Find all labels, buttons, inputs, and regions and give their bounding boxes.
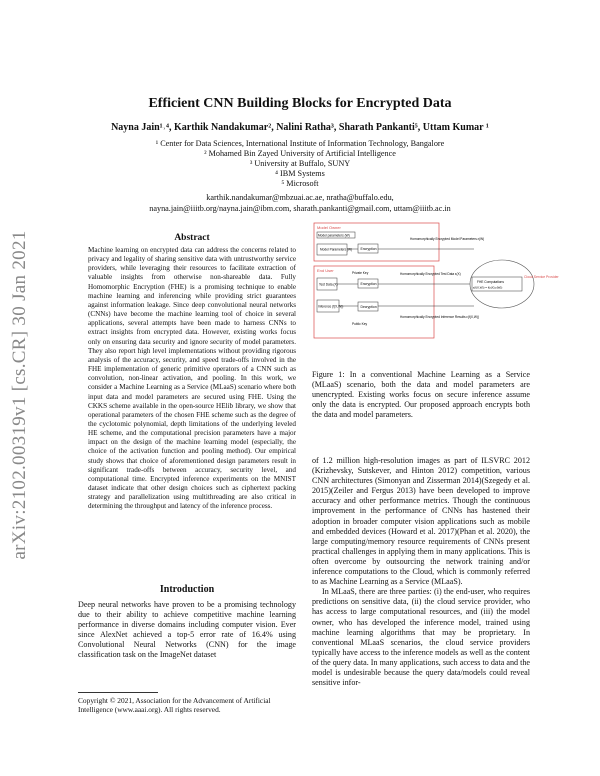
- right-column-body: [312, 456, 530, 688]
- email-line-1: karthik.nandakumar@mbzuai.ac.ae, nratha@buffalo.edu,: [206, 193, 394, 202]
- cloud-provider-label: Cloud Service Provider: [524, 275, 559, 279]
- arxiv-identifier: arXiv:2102.00319v1 [cs.CR] 30 Jan 2021: [9, 230, 30, 560]
- abstract-heading: Abstract: [174, 233, 210, 243]
- abstract-body: Machine learning on encrypted data can address the concerns related to privacy and legality of sharing sensitive data with untrustworthy service providers, while leveraging their resources to facilitate extraction of valuable insights from otherwise non-shareable data. Fully Homomorphic Encryption (FHE) is a promising technique to enable machine learning and inferencing while providing strict guarantees against information leakage. Since deep convolutional neural networks (CNNs) have become the machine learning tool of choice in several applications, several attempts have been made to harness CNNs to extract insights from encrypted data. However, existing works focus only on ensuring data security and ignore security of model parameters. They also report high level implementations without providing rigorous analysis of the accuracy, security, and speed trade-offs involved in the FHE implementation of generic primitive operators of a CNN such as convolution, non-linear activation, and pooling. In this work, we consider a Machine Learning as a Service (MLaaS) scenario where both input data and model parameters are secured using FHE. Using the CKKS scheme available in the open-source HElib library, we show that operational parameters of the chosen FHE scheme such as the degree of the cyclotomic polynomial, depth limitations of the underlying leveled HE scheme, and the computational precision parameters have a major impact on the design of the machine learning model (especially, the choice of the activation function and pooling method). Our empirical study shows that choice of aforementioned design parameters result in significant trade-offs between accuracy, security level, and computational time. Encrypted inference experiments on the MNIST dataset indicate that other design choices such as ciphertext packing strategy and parallelization using multithreading are also critical in determining the throughput and latency of the inference process.: [88, 246, 296, 511]
- affiliation-5: ⁵ Microsoft: [281, 179, 319, 188]
- model-params-label: Model Parameters (W): [320, 247, 353, 252]
- decryption-label: Decryption: [360, 304, 377, 309]
- fhe-formula: ε(f(X,W)) = f(ε(X),ε(W)): [473, 285, 503, 290]
- figure-1: [312, 222, 559, 357]
- affiliation-1: ¹ Center for Data Sciences, International Institute of Information Technology, Bangalore: [155, 139, 445, 148]
- paragraph-mlaas-parties: In MLaaS, there are three parties: (i) the end-user, who requires predictions on sensitive data, (ii) the cloud service provider, who has access to large computational resources, and (iii) the model owner, who has developed the inference model, trained using machine learning algorithms that may be proprietary. In conventional MLaaS scenarios, the cloud service providers typically have access to the inference models as well as the content of the query data. In many applications, such access to data and the model is undesirable because the query data/models could reveal sensitive infor-: [312, 587, 530, 688]
- introduction-body: Deep neural networks have proven to be a promising technology due to their ability to achieve competitive machine learning performance in diverse domains including computer vision. Ever since AlexNet achieved a top-5 error rate of 16.4% using Convolutional Neural Networks (CNN) for the image classification task on the ImageNet dataset: [78, 600, 296, 660]
- model-params-top-label: Model parameters (W): [318, 233, 350, 238]
- enc-test-data-text: Homomorphically Encrypted Test Data ε(X): [400, 272, 461, 276]
- inference-label: Inference (f(X,W)): [318, 304, 344, 309]
- enc-inference-text: Homomorphically Encrypted Inference Results ε(f(X,W)): [400, 315, 480, 319]
- paragraph-continued: of 1.2 million high-resolution images as part of ILSVRC 2012 (Krizhevsky, Sutskever, and Hinton 2012) competition, various CNN architectures (Simonyan and Zisserman 2014)(Szegedy et al. 2015)(Zeiler and Fergus 2013) have been developed to improve accuracy and other performance metrics. Though the continuous improvement in the performance of CNNs has hastened their adoption in broader computer vision applications such as mobile and embedded devices (Howard et al. 2017)(Phan et al. 2020), the large computing/memory resource requirements of CNNs present practical challenges in applying them in many applications. This is often overcome by outsourcing the network training and/or inference computations to the Cloud, which is commonly referred to as Machine Learning as a Service (MLaaS).: [312, 456, 530, 587]
- affiliation-2: ² Mohamed Bin Zayed University of Artificial Intelligence: [204, 149, 396, 158]
- test-data-label: Test Data (X): [319, 282, 338, 287]
- model-encryption-label: Encryption: [360, 246, 377, 251]
- copyright-notice: Copyright © 2021, Association for the Advancement of Artificial Intelligence (www.aaai.org). All rights reserved.: [78, 696, 271, 715]
- enc-model-params-text: Homomorphically Encrypted Model Parameters ε(W): [410, 237, 485, 241]
- figure-1-caption: Figure 1: In a conventional Machine Learning as a Service (MLaaS) scenario, both the data and model parameters are unencrypted. Existing works focus on secure inference assume only the data is encrypted. Our proposed approach encrypts both the data and model parameters.: [312, 370, 530, 420]
- affiliation-3: ³ University at Buffalo, SUNY: [249, 159, 351, 168]
- data-encryption-label: Encryption: [360, 281, 377, 286]
- fhe-computations-label: FHE Computations: [477, 280, 504, 284]
- affiliation-4: ⁴ IBM Systems: [275, 169, 325, 178]
- end-user-label: End User: [317, 268, 334, 273]
- private-key-label: Private Key: [352, 271, 369, 275]
- author-list: Nayna Jain¹˒⁴, Karthik Nandakumar², Nalini Ratha³, Sharath Pankanti⁵, Uttam Kumar ¹: [111, 122, 489, 133]
- paper-title: Efficient CNN Building Blocks for Encrypted Data: [148, 96, 452, 111]
- arxiv-sidebar: [0, 0, 40, 776]
- email-line-2: nayna.jain@iiitb.org/nayna.jain@ibm.com, sharath.pankanti@gmail.com, uttam@iiitb.ac.in: [149, 204, 451, 213]
- public-key-label: Public Key: [352, 322, 368, 326]
- footnote-rule: [78, 692, 158, 693]
- model-owner-label: Model Owner: [317, 225, 341, 230]
- introduction-heading: Introduction: [159, 584, 215, 595]
